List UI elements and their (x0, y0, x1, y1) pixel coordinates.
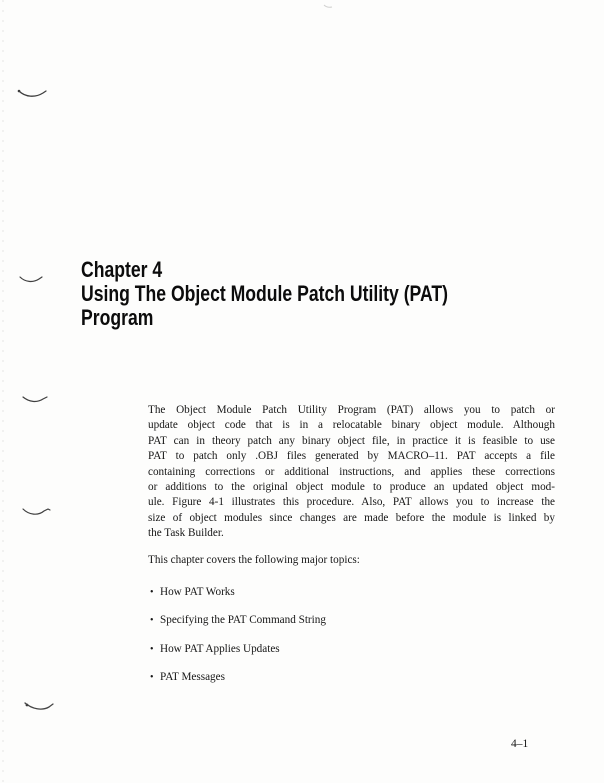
scan-speck-artifact (322, 3, 334, 11)
scan-edge-noise-artifact (2, 0, 4, 783)
paragraph-line: ule. Figure 4-1 illustrates this procedure. Also, PAT allows you to increase the (148, 496, 555, 509)
bullet-icon: • (150, 615, 154, 627)
paragraph-line: containing corrections or additional instructions, and applies these corrections (148, 465, 555, 478)
margin-smudge-artifact (16, 86, 48, 100)
chapter-label: Chapter 4 (81, 257, 163, 282)
topic-label: Specifying the PAT Command String (160, 614, 326, 627)
topic-label: PAT Messages (160, 671, 225, 684)
page-number: 4–1 (511, 738, 529, 750)
topic-item (150, 613, 326, 628)
paragraph-line: PAT can in theory patch any binary object file, in practice it is feasible to use (148, 434, 555, 447)
chapter-title-line-2: Program (81, 305, 154, 330)
topic-label: How PAT Works (160, 586, 235, 598)
topic-item (150, 642, 326, 657)
topic-item (150, 585, 326, 600)
bullet-icon: • (150, 643, 154, 655)
margin-smudge-artifact (18, 273, 44, 285)
paragraph-line: PAT to patch only .OBJ files generated by MACRO–11. PAT accepts a file (148, 450, 555, 463)
chapter-heading (81, 258, 448, 330)
paragraph-line: size of object modules since changes are made before the module is linked by (148, 511, 555, 524)
bullet-icon: • (150, 672, 154, 684)
topics-list (150, 585, 326, 699)
margin-smudge-artifact (21, 504, 51, 518)
topic-item (150, 670, 326, 685)
margin-smudge-artifact (21, 393, 49, 405)
margin-smudge-artifact (23, 700, 55, 714)
intro-paragraph (148, 403, 555, 542)
paragraph-line: or additions to the original object module to produce an updated object mod- (148, 480, 555, 493)
paragraph-line: the Task Builder. (148, 527, 224, 540)
bullet-icon: • (150, 587, 154, 598)
topic-label: How PAT Applies Updates (160, 642, 280, 655)
paragraph-line: update object code that is in a relocatable binary object module. Although (148, 419, 555, 432)
paragraph-line: The Object Module Patch Utility Program (PAT) allows you to patch or (148, 404, 555, 416)
chapter-title-line-1: Using The Object Module Patch Utility (PAT) (81, 281, 449, 306)
topics-intro: This chapter covers the following major topics: (148, 554, 360, 566)
